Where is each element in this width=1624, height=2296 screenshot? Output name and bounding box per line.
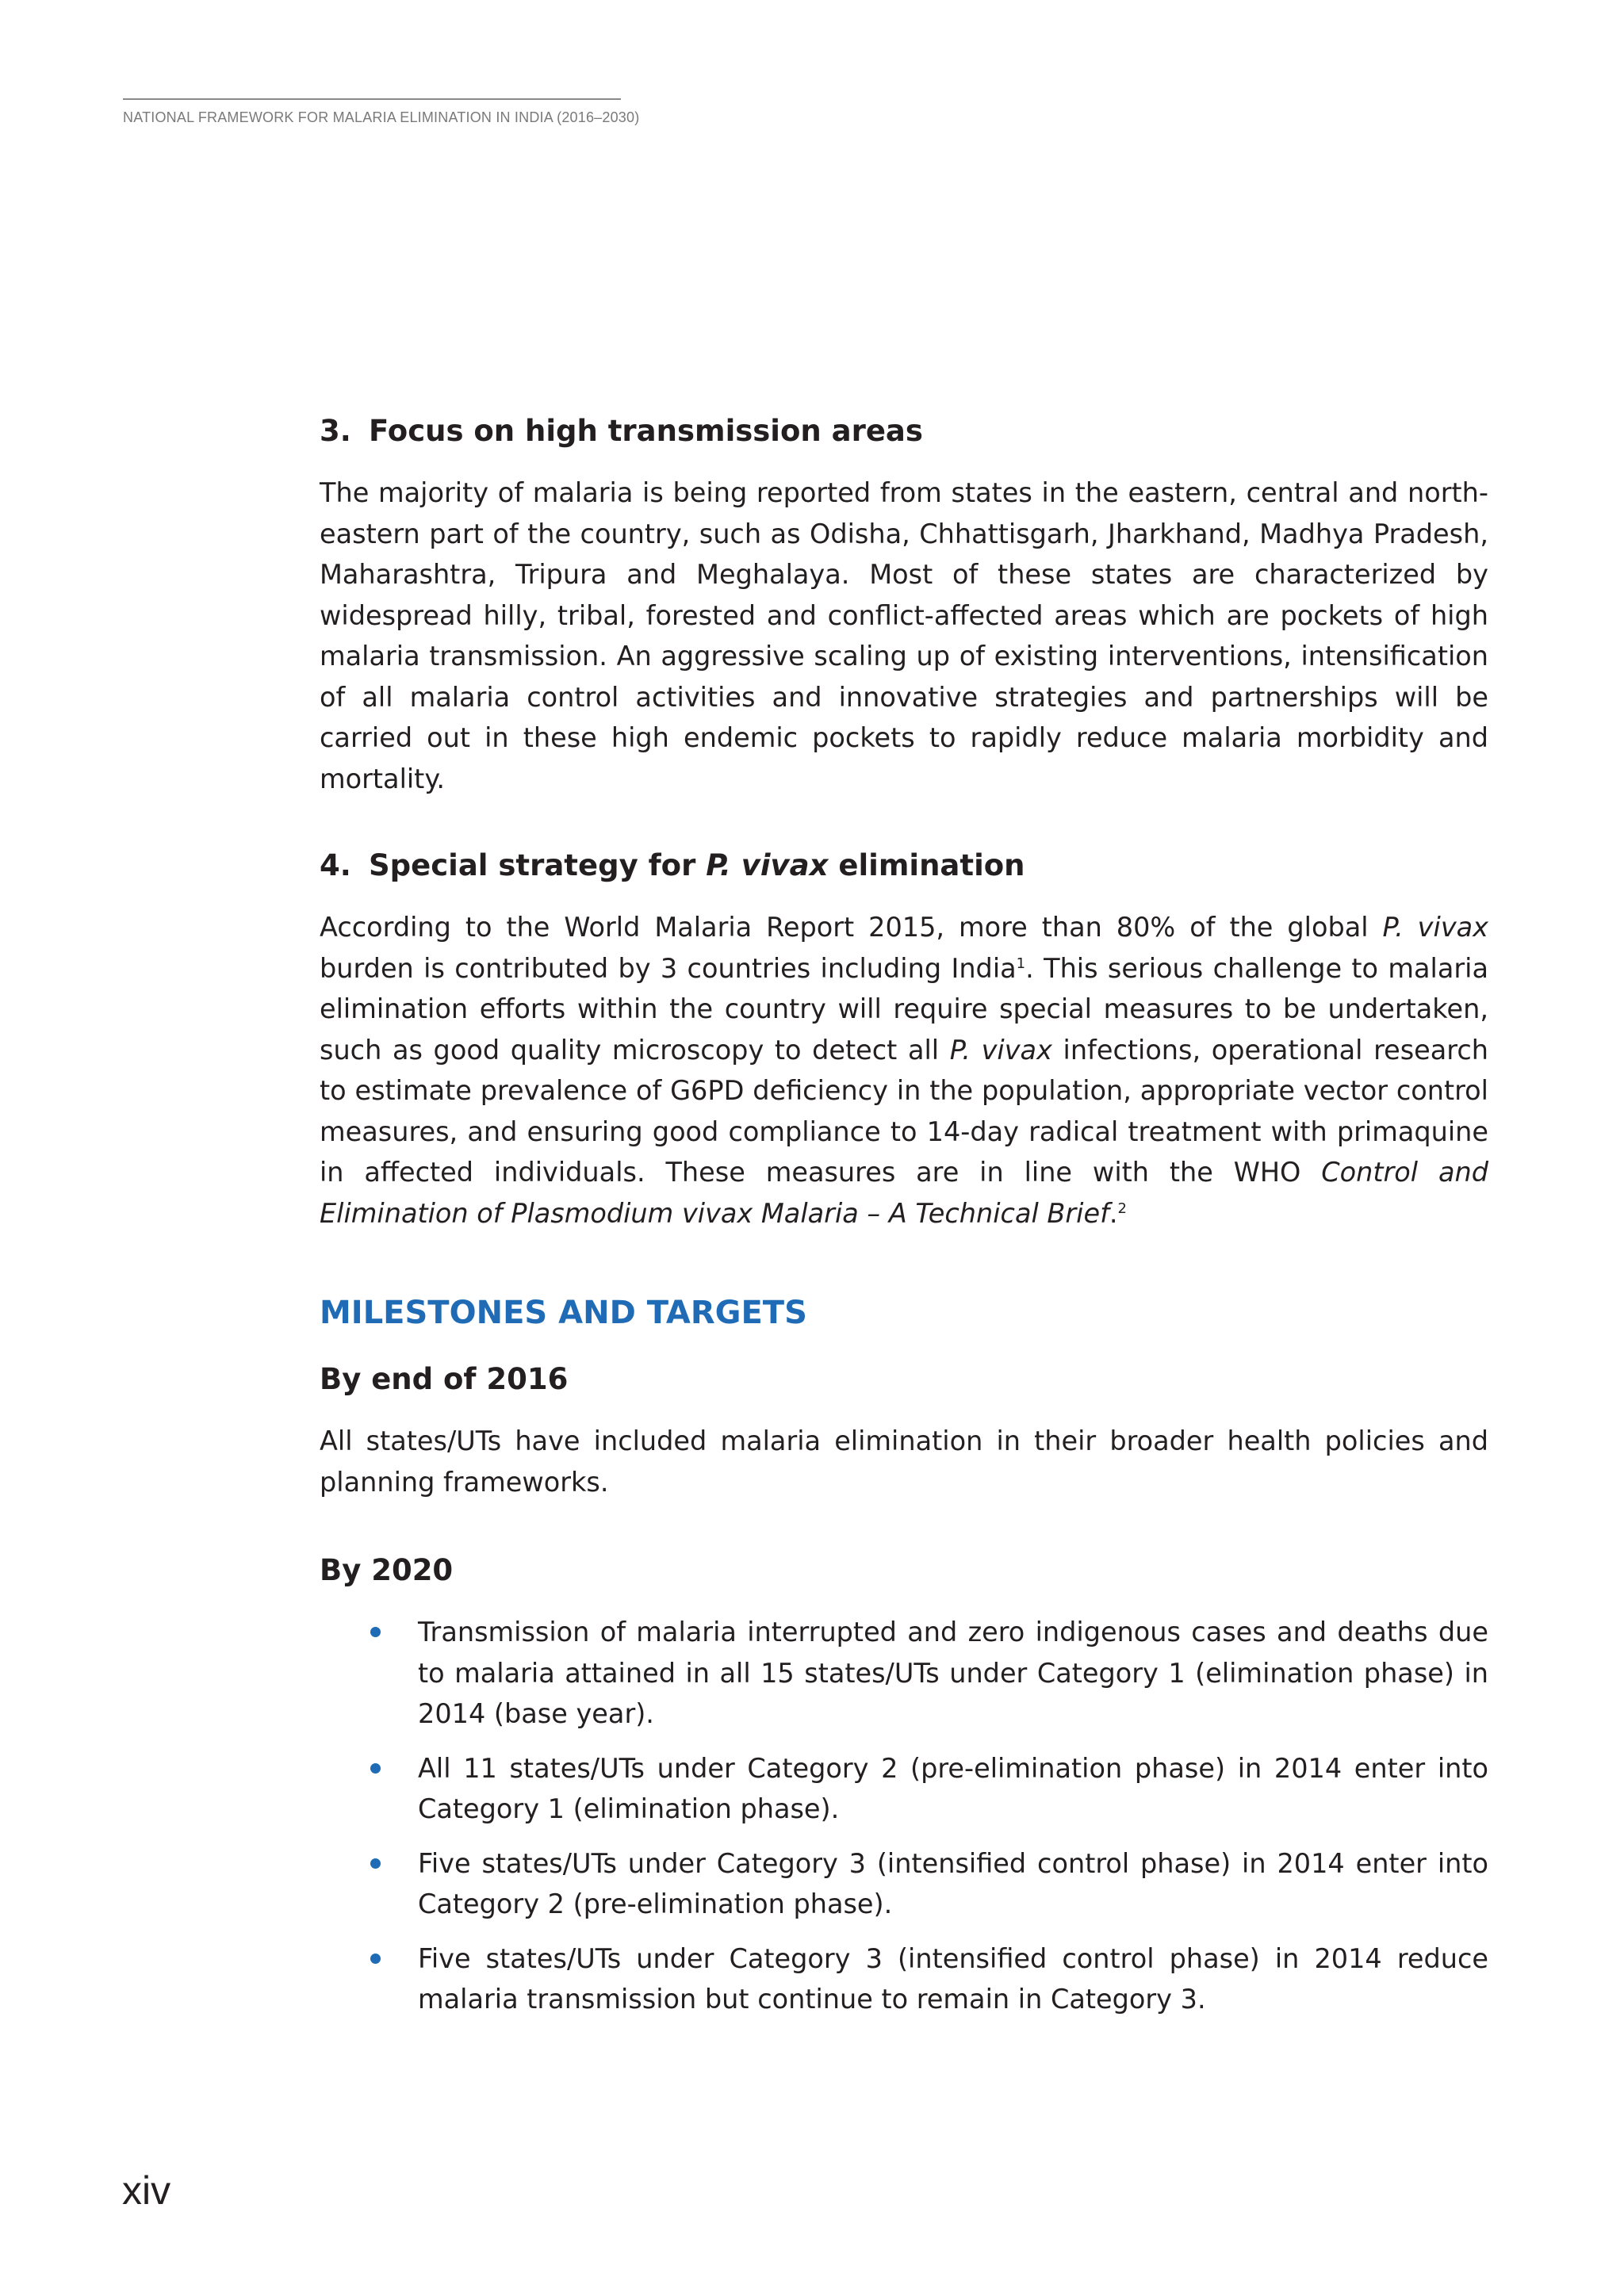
bullet-icon	[370, 1858, 381, 1869]
section-4-title-part: elimination	[828, 848, 1025, 882]
spacer	[320, 1502, 1488, 1550]
running-header-text: NATIONAL FRAMEWORK FOR MALARIA ELIMINATION IN INDIA (2016–2030)	[123, 109, 640, 125]
section-3-body: The majority of malaria is being reported from states in the eastern, central and north-eastern part of the country, such as Odisha, Chhattisgarh, Jharkhand, Madhya Pradesh, Maharashtra, Tripura and Meghalaya. Most of these states are characterized by widespread hilly, tribal, forested and conflict-affected areas which are pockets of high malaria transmission. An aggressive scaling up of existing interventions, intensification of all malaria control activities and innovative strategies and partnerships will be carried out in these high endemic pockets to rapidly reduce malaria morbidity and mortality.	[320, 477, 1488, 794]
section-4-text: burden is contributed by 3 countries including India	[320, 952, 1017, 984]
by-2016-heading: By end of 2016	[320, 1362, 569, 1396]
section-4-title-part: Special strategy for	[369, 848, 707, 882]
bullet-icon	[370, 1627, 381, 1637]
species-italic: P. vivax	[949, 1034, 1052, 1066]
spacer	[320, 1234, 1488, 1291]
section-4-text: .	[1109, 1197, 1118, 1229]
list-item-text: Five states/UTs under Category 3 (intensified control phase) in 2014 reduce malaria transmission but continue to remain in Category 3.	[418, 1942, 1488, 2015]
section-4-heading	[320, 845, 1488, 886]
section-3-number: 3.	[320, 414, 351, 448]
list-item-text: Five states/UTs under Category 3 (intensified control phase) in 2014 enter into Category 2 (pre-elimination phase).	[418, 1847, 1488, 1919]
section-4-body	[320, 907, 1488, 1234]
by-2020-heading: By 2020	[320, 1553, 454, 1587]
section-4-text: infections, operational research to estimate prevalence of G6PD deficiency in the population, appropriate vector control measures, and ensuring good compliance to 14-day radical treatment with primaquine in affected individuals. These measures are in line with the WHO	[320, 1034, 1488, 1188]
publication-title-italic: Control and Elimination of Plasmodium vivax Malaria – A Technical Brief	[320, 1157, 1488, 1229]
header-rule	[123, 98, 621, 100]
section-3-title: Focus on high transmission areas	[369, 414, 923, 448]
bullet-icon	[370, 1763, 381, 1774]
section-3-heading	[320, 411, 1488, 452]
section-4-text: . This serious challenge to malaria elimination efforts within the country will require special measures to be undertaken, such as good quality microscopy to detect all	[320, 952, 1489, 1066]
page-content	[320, 411, 1488, 2034]
section-4-text: According to the World Malaria Report 2015, more than 80% of the global	[320, 912, 1383, 943]
section-4-title-italic: P. vivax	[706, 848, 829, 882]
by-2016-body: All states/UTs have included malaria elimination in their broader health policies and planning frameworks.	[320, 1425, 1488, 1498]
list-item	[320, 1612, 1488, 1735]
species-italic: P. vivax	[1382, 912, 1488, 943]
spacer	[320, 799, 1488, 845]
page-number: xiv	[122, 2168, 171, 2213]
list-item	[320, 1843, 1488, 1925]
list-item	[320, 1748, 1488, 1830]
by-2020-list	[320, 1612, 1488, 2020]
list-item-text: Transmission of malaria interrupted and zero indigenous cases and deaths due to malaria attained in all 15 states/UTs under Category 1 (elimination phase) in 2014 (base year).	[418, 1617, 1488, 1729]
section-4-number: 4.	[320, 848, 351, 882]
bullet-icon	[370, 1954, 381, 1964]
footnote-ref[interactable]: 1	[1016, 955, 1026, 972]
milestones-heading: MILESTONES AND TARGETS	[320, 1295, 807, 1331]
running-header	[123, 98, 640, 126]
list-item-text: All 11 states/UTs under Category 2 (pre-elimination phase) in 2014 enter into Category 1 (elimination phase).	[418, 1752, 1488, 1824]
footnote-ref[interactable]: 2	[1117, 1200, 1127, 1217]
list-item	[320, 1938, 1488, 2020]
